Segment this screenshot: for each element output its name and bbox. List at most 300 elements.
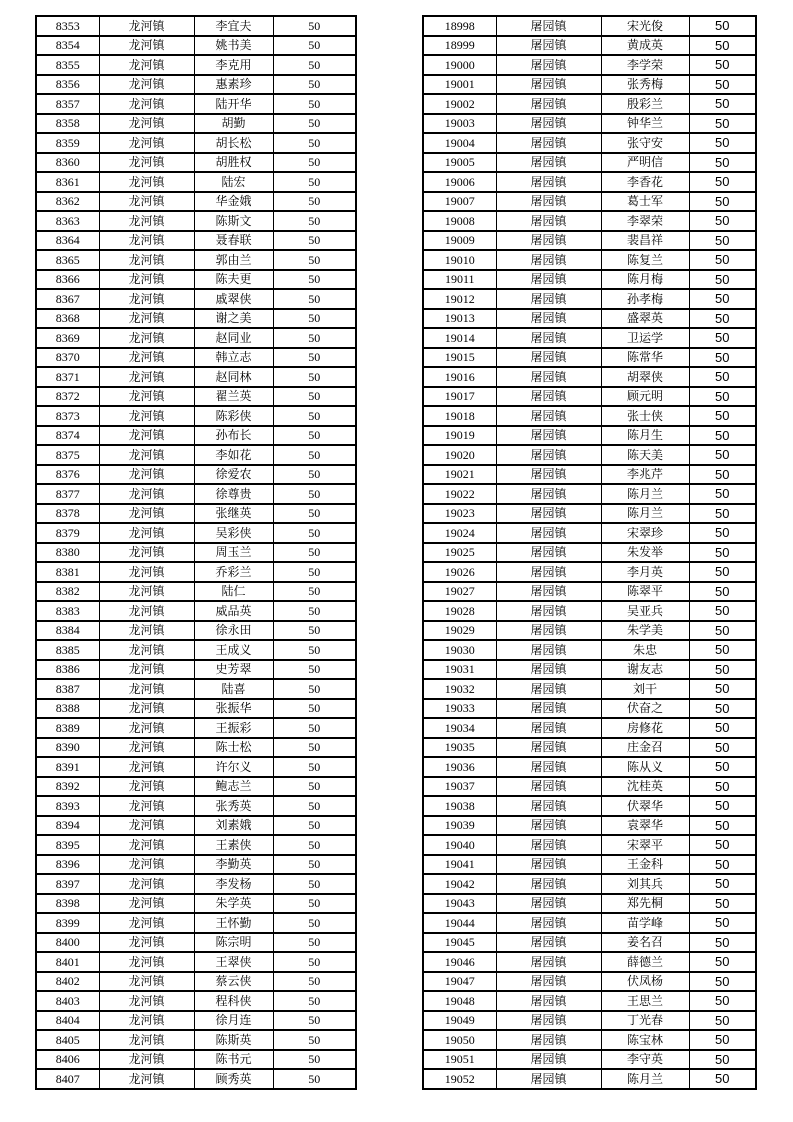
amount-cell: 50 xyxy=(689,952,756,972)
name-cell: 蔡云侠 xyxy=(194,972,273,992)
name-cell: 徐尊贵 xyxy=(194,484,273,504)
serial-cell: 19015 xyxy=(423,348,496,368)
name-cell: 陆宏 xyxy=(194,172,273,192)
town-cell: 龙河镇 xyxy=(99,582,194,602)
table-row xyxy=(423,679,756,699)
town-cell: 屠园镇 xyxy=(496,679,601,699)
town-cell: 屠园镇 xyxy=(496,231,601,251)
amount-cell: 50 xyxy=(689,289,756,309)
table-row xyxy=(36,796,356,816)
table-row xyxy=(423,348,756,368)
table-row xyxy=(423,991,756,1011)
serial-cell: 8387 xyxy=(36,679,99,699)
name-cell: 严明信 xyxy=(601,153,689,173)
table-row xyxy=(36,133,356,153)
serial-cell: 19050 xyxy=(423,1030,496,1050)
serial-cell: 19006 xyxy=(423,172,496,192)
table-row xyxy=(36,211,356,231)
town-cell: 龙河镇 xyxy=(99,36,194,56)
amount-cell: 50 xyxy=(273,1069,356,1089)
serial-cell: 8361 xyxy=(36,172,99,192)
amount-cell: 50 xyxy=(689,172,756,192)
roster-table-longhe xyxy=(35,15,357,1090)
serial-cell: 19036 xyxy=(423,757,496,777)
town-cell: 龙河镇 xyxy=(99,816,194,836)
amount-cell: 50 xyxy=(689,757,756,777)
table-row xyxy=(36,406,356,426)
name-cell: 赵同林 xyxy=(194,367,273,387)
table-row xyxy=(423,406,756,426)
table-row xyxy=(36,679,356,699)
town-cell: 龙河镇 xyxy=(99,543,194,563)
town-cell: 屠园镇 xyxy=(496,543,601,563)
town-cell: 屠园镇 xyxy=(496,211,601,231)
name-cell: 裴昌祥 xyxy=(601,231,689,251)
serial-cell: 8393 xyxy=(36,796,99,816)
town-cell: 龙河镇 xyxy=(99,172,194,192)
name-cell: 袁翠华 xyxy=(601,816,689,836)
table-row xyxy=(423,16,756,36)
table-row xyxy=(36,894,356,914)
serial-cell: 8366 xyxy=(36,270,99,290)
name-cell: 丁光春 xyxy=(601,1011,689,1031)
serial-cell: 19023 xyxy=(423,504,496,524)
town-cell: 龙河镇 xyxy=(99,1030,194,1050)
name-cell: 黄成英 xyxy=(601,36,689,56)
name-cell: 陈月兰 xyxy=(601,484,689,504)
town-cell: 龙河镇 xyxy=(99,133,194,153)
town-cell: 龙河镇 xyxy=(99,640,194,660)
amount-cell: 50 xyxy=(273,192,356,212)
roster-table-longhe-body xyxy=(36,16,356,1089)
serial-cell: 19030 xyxy=(423,640,496,660)
serial-cell: 19033 xyxy=(423,699,496,719)
amount-cell: 50 xyxy=(273,114,356,134)
name-cell: 孙孝梅 xyxy=(601,289,689,309)
town-cell: 龙河镇 xyxy=(99,484,194,504)
name-cell: 李学荣 xyxy=(601,55,689,75)
name-cell: 谢之美 xyxy=(194,309,273,329)
name-cell: 宋翠平 xyxy=(601,835,689,855)
table-row xyxy=(36,777,356,797)
table-row xyxy=(423,543,756,563)
amount-cell: 50 xyxy=(273,75,356,95)
serial-cell: 8358 xyxy=(36,114,99,134)
amount-cell: 50 xyxy=(689,699,756,719)
serial-cell: 8396 xyxy=(36,855,99,875)
amount-cell: 50 xyxy=(273,855,356,875)
table-row xyxy=(36,660,356,680)
name-cell: 陈夫更 xyxy=(194,270,273,290)
serial-cell: 8368 xyxy=(36,309,99,329)
amount-cell: 50 xyxy=(273,699,356,719)
amount-cell: 50 xyxy=(273,601,356,621)
serial-cell: 8378 xyxy=(36,504,99,524)
roster-table-tuyuan xyxy=(422,15,757,1090)
name-cell: 李兆芹 xyxy=(601,465,689,485)
table-row xyxy=(423,55,756,75)
town-cell: 龙河镇 xyxy=(99,972,194,992)
table-row xyxy=(423,289,756,309)
amount-cell: 50 xyxy=(689,426,756,446)
table-row xyxy=(423,36,756,56)
town-cell: 龙河镇 xyxy=(99,55,194,75)
serial-cell: 8406 xyxy=(36,1050,99,1070)
town-cell: 龙河镇 xyxy=(99,621,194,641)
serial-cell: 19046 xyxy=(423,952,496,972)
table-row xyxy=(423,699,756,719)
serial-cell: 19049 xyxy=(423,1011,496,1031)
town-cell: 龙河镇 xyxy=(99,991,194,1011)
table-row xyxy=(36,718,356,738)
serial-cell: 19043 xyxy=(423,894,496,914)
table-row xyxy=(423,972,756,992)
serial-cell: 19005 xyxy=(423,153,496,173)
town-cell: 屠园镇 xyxy=(496,1050,601,1070)
serial-cell: 18998 xyxy=(423,16,496,36)
serial-cell: 8390 xyxy=(36,738,99,758)
serial-cell: 19013 xyxy=(423,309,496,329)
town-cell: 龙河镇 xyxy=(99,601,194,621)
amount-cell: 50 xyxy=(689,913,756,933)
table-row xyxy=(36,601,356,621)
serial-cell: 19011 xyxy=(423,270,496,290)
amount-cell: 50 xyxy=(689,660,756,680)
name-cell: 张士侠 xyxy=(601,406,689,426)
town-cell: 龙河镇 xyxy=(99,367,194,387)
name-cell: 胡长松 xyxy=(194,133,273,153)
serial-cell: 8391 xyxy=(36,757,99,777)
table-row xyxy=(36,562,356,582)
serial-cell: 19014 xyxy=(423,328,496,348)
town-cell: 屠园镇 xyxy=(496,1011,601,1031)
town-cell: 龙河镇 xyxy=(99,1011,194,1031)
serial-cell: 19052 xyxy=(423,1069,496,1089)
name-cell: 卫运学 xyxy=(601,328,689,348)
town-cell: 龙河镇 xyxy=(99,1069,194,1089)
table-row xyxy=(36,270,356,290)
amount-cell: 50 xyxy=(273,445,356,465)
table-row xyxy=(36,504,356,524)
town-cell: 龙河镇 xyxy=(99,270,194,290)
amount-cell: 50 xyxy=(689,738,756,758)
serial-cell: 8398 xyxy=(36,894,99,914)
serial-cell: 8365 xyxy=(36,250,99,270)
name-cell: 李翠荣 xyxy=(601,211,689,231)
name-cell: 殷彩兰 xyxy=(601,94,689,114)
serial-cell: 8367 xyxy=(36,289,99,309)
table-row xyxy=(36,348,356,368)
town-cell: 屠园镇 xyxy=(496,504,601,524)
name-cell: 华金娥 xyxy=(194,192,273,212)
serial-cell: 19031 xyxy=(423,660,496,680)
name-cell: 陈宝林 xyxy=(601,1030,689,1050)
name-cell: 姜名召 xyxy=(601,933,689,953)
name-cell: 李香花 xyxy=(601,172,689,192)
amount-cell: 50 xyxy=(273,16,356,36)
name-cell: 王金科 xyxy=(601,855,689,875)
serial-cell: 19020 xyxy=(423,445,496,465)
town-cell: 龙河镇 xyxy=(99,387,194,407)
serial-cell: 19037 xyxy=(423,777,496,797)
town-cell: 龙河镇 xyxy=(99,192,194,212)
roster-table-tuyuan-body xyxy=(423,16,756,1089)
town-cell: 屠园镇 xyxy=(496,796,601,816)
table-row xyxy=(36,250,356,270)
table-row xyxy=(36,816,356,836)
serial-cell: 19042 xyxy=(423,874,496,894)
town-cell: 屠园镇 xyxy=(496,133,601,153)
town-cell: 龙河镇 xyxy=(99,523,194,543)
amount-cell: 50 xyxy=(689,250,756,270)
amount-cell: 50 xyxy=(273,523,356,543)
serial-cell: 8380 xyxy=(36,543,99,563)
serial-cell: 8403 xyxy=(36,991,99,1011)
amount-cell: 50 xyxy=(273,582,356,602)
serial-cell: 19034 xyxy=(423,718,496,738)
amount-cell: 50 xyxy=(273,426,356,446)
table-row xyxy=(36,153,356,173)
name-cell: 伏凤杨 xyxy=(601,972,689,992)
serial-cell: 8375 xyxy=(36,445,99,465)
amount-cell: 50 xyxy=(273,913,356,933)
name-cell: 陈天美 xyxy=(601,445,689,465)
serial-cell: 8395 xyxy=(36,835,99,855)
table-row xyxy=(423,445,756,465)
serial-cell: 8405 xyxy=(36,1030,99,1050)
serial-cell: 8359 xyxy=(36,133,99,153)
table-row xyxy=(423,718,756,738)
table-row xyxy=(36,289,356,309)
table-row xyxy=(423,426,756,446)
name-cell: 威品英 xyxy=(194,601,273,621)
name-cell: 宋翠珍 xyxy=(601,523,689,543)
serial-cell: 19038 xyxy=(423,796,496,816)
town-cell: 龙河镇 xyxy=(99,75,194,95)
name-cell: 陈宗明 xyxy=(194,933,273,953)
table-row xyxy=(36,426,356,446)
name-cell: 张秀梅 xyxy=(601,75,689,95)
serial-cell: 8383 xyxy=(36,601,99,621)
amount-cell: 50 xyxy=(689,133,756,153)
town-cell: 屠园镇 xyxy=(496,16,601,36)
table-row xyxy=(36,855,356,875)
amount-cell: 50 xyxy=(273,484,356,504)
name-cell: 李月英 xyxy=(601,562,689,582)
serial-cell: 19002 xyxy=(423,94,496,114)
name-cell: 葛士军 xyxy=(601,192,689,212)
serial-cell: 19004 xyxy=(423,133,496,153)
serial-cell: 8388 xyxy=(36,699,99,719)
town-cell: 龙河镇 xyxy=(99,289,194,309)
name-cell: 孙布长 xyxy=(194,426,273,446)
amount-cell: 50 xyxy=(273,309,356,329)
town-cell: 龙河镇 xyxy=(99,796,194,816)
table-row xyxy=(36,465,356,485)
amount-cell: 50 xyxy=(273,289,356,309)
amount-cell: 50 xyxy=(689,972,756,992)
serial-cell: 19025 xyxy=(423,543,496,563)
town-cell: 屠园镇 xyxy=(496,153,601,173)
town-cell: 屠园镇 xyxy=(496,94,601,114)
town-cell: 龙河镇 xyxy=(99,855,194,875)
town-cell: 龙河镇 xyxy=(99,874,194,894)
serial-cell: 19027 xyxy=(423,582,496,602)
table-row xyxy=(36,1069,356,1089)
table-row xyxy=(423,913,756,933)
table-row xyxy=(36,387,356,407)
name-cell: 许尔义 xyxy=(194,757,273,777)
amount-cell: 50 xyxy=(273,1050,356,1070)
amount-cell: 50 xyxy=(273,406,356,426)
amount-cell: 50 xyxy=(689,192,756,212)
town-cell: 龙河镇 xyxy=(99,348,194,368)
amount-cell: 50 xyxy=(689,777,756,797)
town-cell: 龙河镇 xyxy=(99,738,194,758)
town-cell: 屠园镇 xyxy=(496,328,601,348)
amount-cell: 50 xyxy=(273,348,356,368)
name-cell: 刘素娥 xyxy=(194,816,273,836)
name-cell: 李克用 xyxy=(194,55,273,75)
town-cell: 屠园镇 xyxy=(496,36,601,56)
town-cell: 屠园镇 xyxy=(496,640,601,660)
amount-cell: 50 xyxy=(689,328,756,348)
amount-cell: 50 xyxy=(689,406,756,426)
name-cell: 李发杨 xyxy=(194,874,273,894)
name-cell: 姚书美 xyxy=(194,36,273,56)
serial-cell: 8402 xyxy=(36,972,99,992)
town-cell: 屠园镇 xyxy=(496,855,601,875)
town-cell: 龙河镇 xyxy=(99,16,194,36)
town-cell: 龙河镇 xyxy=(99,679,194,699)
serial-cell: 8356 xyxy=(36,75,99,95)
table-row xyxy=(423,621,756,641)
table-row xyxy=(36,1050,356,1070)
name-cell: 房修花 xyxy=(601,718,689,738)
amount-cell: 50 xyxy=(689,874,756,894)
table-row xyxy=(36,367,356,387)
serial-cell: 19041 xyxy=(423,855,496,875)
town-cell: 龙河镇 xyxy=(99,718,194,738)
table-row xyxy=(423,465,756,485)
town-cell: 屠园镇 xyxy=(496,952,601,972)
serial-cell: 19009 xyxy=(423,231,496,251)
serial-cell: 8389 xyxy=(36,718,99,738)
name-cell: 徐爱农 xyxy=(194,465,273,485)
name-cell: 陈月兰 xyxy=(601,504,689,524)
name-cell: 顾秀英 xyxy=(194,1069,273,1089)
table-row xyxy=(36,582,356,602)
serial-cell: 19028 xyxy=(423,601,496,621)
serial-cell: 19048 xyxy=(423,991,496,1011)
amount-cell: 50 xyxy=(273,367,356,387)
table-row xyxy=(423,504,756,524)
name-cell: 李宜夫 xyxy=(194,16,273,36)
serial-cell: 8381 xyxy=(36,562,99,582)
amount-cell: 50 xyxy=(273,952,356,972)
amount-cell: 50 xyxy=(273,562,356,582)
table-row xyxy=(36,75,356,95)
serial-cell: 19026 xyxy=(423,562,496,582)
name-cell: 胡胜权 xyxy=(194,153,273,173)
table-row xyxy=(36,640,356,660)
amount-cell: 50 xyxy=(273,777,356,797)
amount-cell: 50 xyxy=(689,75,756,95)
amount-cell: 50 xyxy=(273,972,356,992)
town-cell: 龙河镇 xyxy=(99,211,194,231)
name-cell: 李守英 xyxy=(601,1050,689,1070)
name-cell: 徐月连 xyxy=(194,1011,273,1031)
town-cell: 屠园镇 xyxy=(496,972,601,992)
amount-cell: 50 xyxy=(689,1030,756,1050)
serial-cell: 8373 xyxy=(36,406,99,426)
town-cell: 龙河镇 xyxy=(99,913,194,933)
amount-cell: 50 xyxy=(689,55,756,75)
town-cell: 龙河镇 xyxy=(99,952,194,972)
name-cell: 朱学英 xyxy=(194,894,273,914)
town-cell: 屠园镇 xyxy=(496,816,601,836)
amount-cell: 50 xyxy=(689,816,756,836)
table-row xyxy=(36,114,356,134)
name-cell: 陈书元 xyxy=(194,1050,273,1070)
town-cell: 龙河镇 xyxy=(99,660,194,680)
table-row xyxy=(423,1011,756,1031)
serial-cell: 19044 xyxy=(423,913,496,933)
amount-cell: 50 xyxy=(689,796,756,816)
serial-cell: 8362 xyxy=(36,192,99,212)
table-row xyxy=(423,562,756,582)
serial-cell: 8382 xyxy=(36,582,99,602)
table-row xyxy=(423,133,756,153)
town-cell: 屠园镇 xyxy=(496,250,601,270)
amount-cell: 50 xyxy=(689,465,756,485)
serial-cell: 19017 xyxy=(423,387,496,407)
name-cell: 伏翠华 xyxy=(601,796,689,816)
amount-cell: 50 xyxy=(273,679,356,699)
name-cell: 陆仁 xyxy=(194,582,273,602)
name-cell: 朱忠 xyxy=(601,640,689,660)
table-row xyxy=(36,933,356,953)
table-row xyxy=(423,738,756,758)
town-cell: 屠园镇 xyxy=(496,406,601,426)
name-cell: 陈彩侠 xyxy=(194,406,273,426)
name-cell: 张继英 xyxy=(194,504,273,524)
town-cell: 屠园镇 xyxy=(496,387,601,407)
amount-cell: 50 xyxy=(689,94,756,114)
table-row xyxy=(423,582,756,602)
serial-cell: 19040 xyxy=(423,835,496,855)
name-cell: 乔彩兰 xyxy=(194,562,273,582)
amount-cell: 50 xyxy=(689,153,756,173)
amount-cell: 50 xyxy=(689,1069,756,1089)
name-cell: 吴彩侠 xyxy=(194,523,273,543)
serial-cell: 19007 xyxy=(423,192,496,212)
serial-cell: 19022 xyxy=(423,484,496,504)
table-row xyxy=(423,874,756,894)
table-row xyxy=(36,835,356,855)
table-row xyxy=(423,94,756,114)
serial-cell: 8360 xyxy=(36,153,99,173)
amount-cell: 50 xyxy=(273,270,356,290)
table-row xyxy=(36,757,356,777)
town-cell: 屠园镇 xyxy=(496,270,601,290)
serial-cell: 8354 xyxy=(36,36,99,56)
town-cell: 屠园镇 xyxy=(496,601,601,621)
table-row xyxy=(36,192,356,212)
amount-cell: 50 xyxy=(689,601,756,621)
name-cell: 刘其兵 xyxy=(601,874,689,894)
serial-cell: 19024 xyxy=(423,523,496,543)
